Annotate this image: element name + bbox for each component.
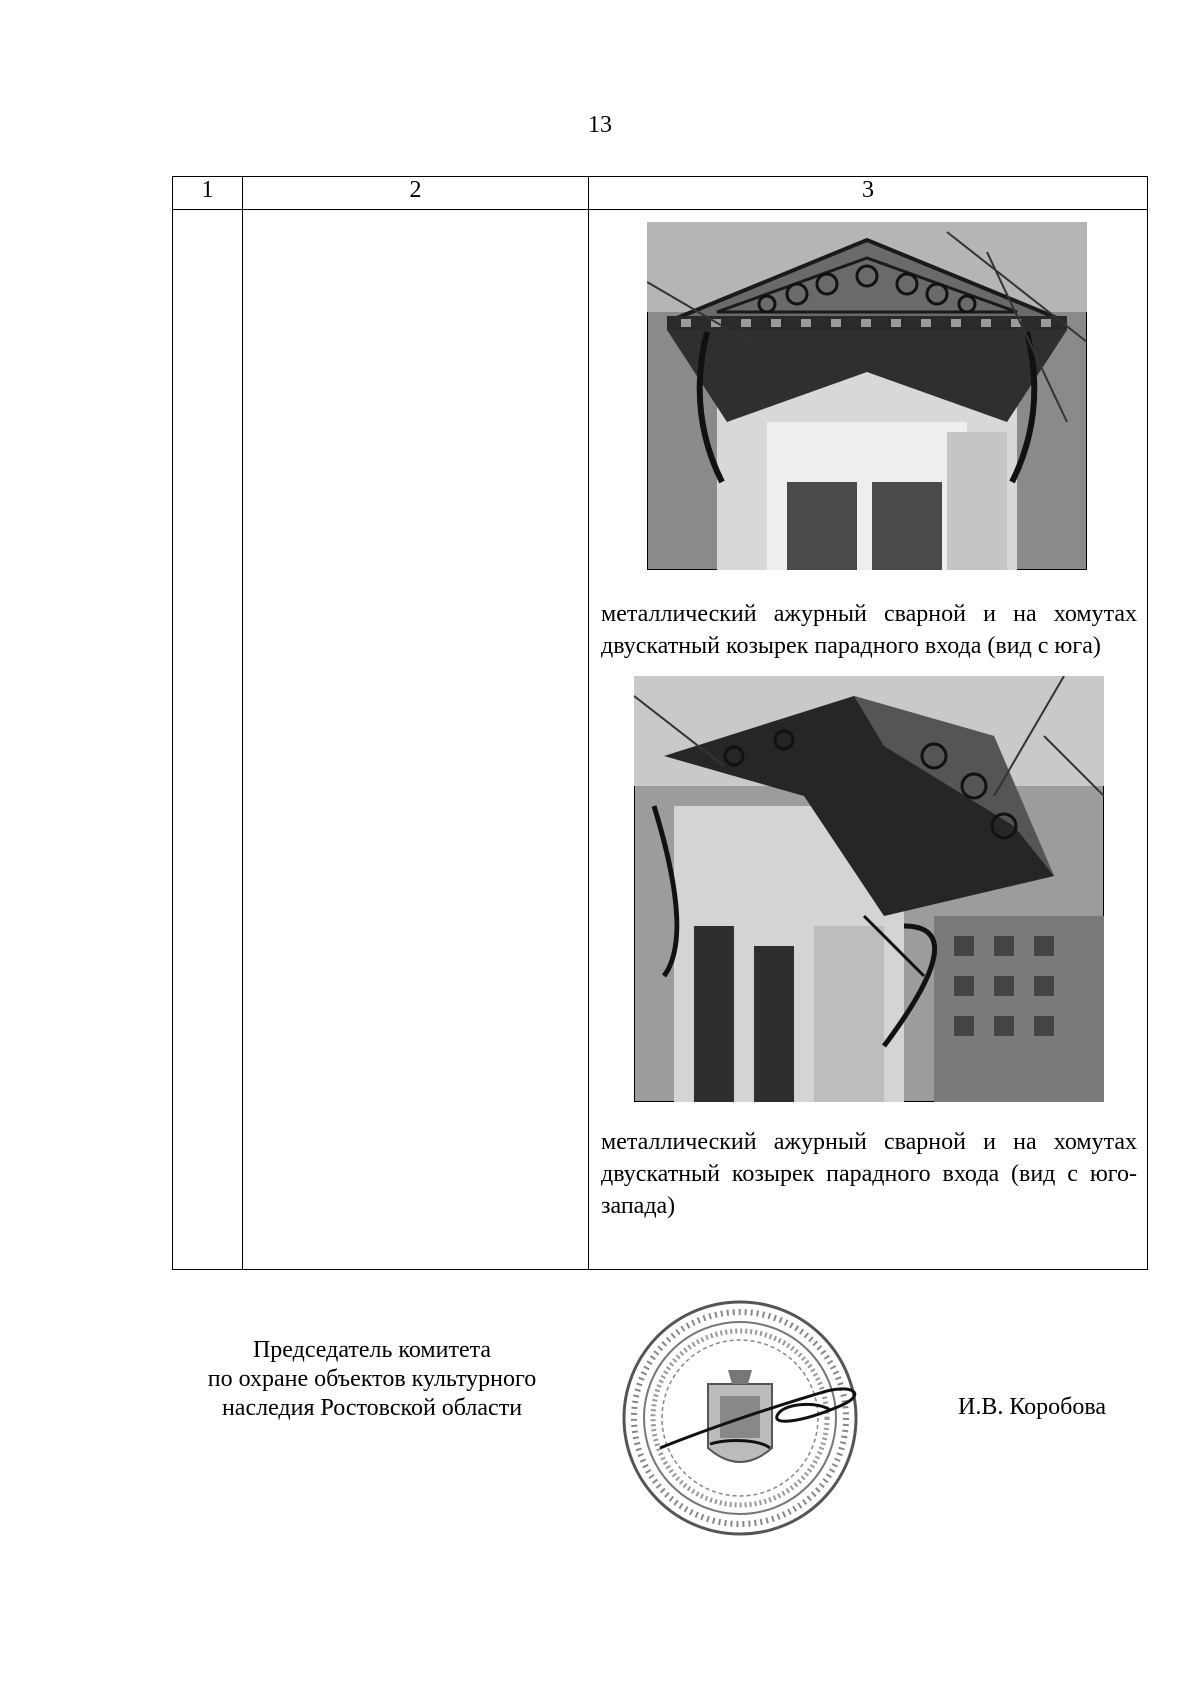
page-number: 13	[588, 112, 612, 138]
column-header-3: 3	[589, 177, 1148, 210]
signatory-title-line: Председатель комитета	[252, 1337, 492, 1363]
signatory-title	[172, 1336, 572, 1423]
column-header-2: 2	[243, 177, 589, 210]
table-header-row	[173, 177, 1148, 210]
column-header-1: 1	[173, 177, 243, 210]
canopy-photo-southwest	[634, 676, 1104, 1102]
photo-caption-southwest: металлический ажурный сварной и на хомутах двускатный козырек парадного входа (вид с юго-запада)	[601, 1129, 1137, 1219]
signatory-title-line: наследия Ростовской области	[221, 1395, 523, 1421]
table-row	[173, 210, 1148, 1270]
official-seal-stamp	[620, 1298, 860, 1538]
table-cell-2	[243, 210, 589, 1270]
table-cell-1	[173, 210, 243, 1270]
signatory-title-line: по охране объектов культурного	[207, 1366, 537, 1392]
signatory-name: И.В. Коробова	[958, 1394, 1107, 1420]
canopy-photo-south	[647, 222, 1087, 570]
table-cell-3	[589, 210, 1148, 1270]
photo-caption-south: металлический ажурный сварной и на хомутах двускатный козырек парадного входа (вид с юга)	[601, 601, 1137, 659]
document-table	[172, 176, 1148, 1270]
